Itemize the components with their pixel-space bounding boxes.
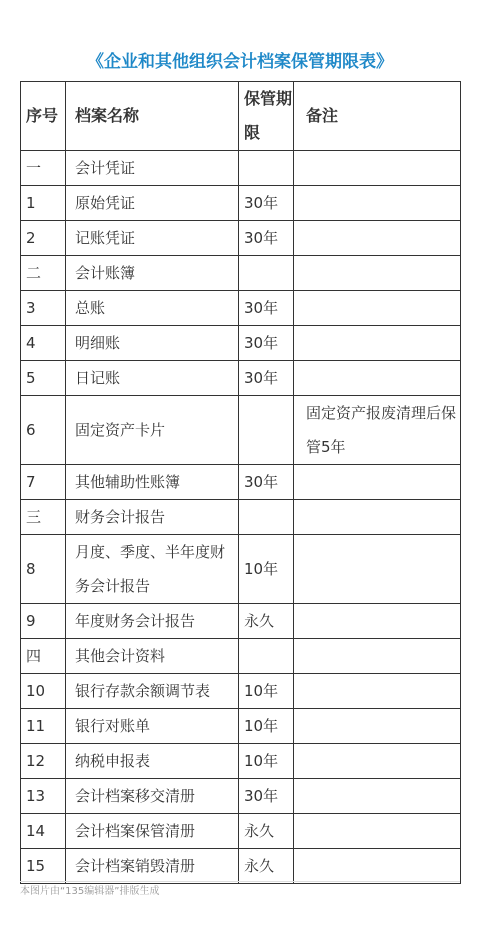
cell-name: 月度、季度、半年度财务会计报告 xyxy=(66,535,239,604)
cell-name: 年度财务会计报告 xyxy=(66,604,239,639)
cell-name: 会计账簿 xyxy=(66,256,239,291)
cell-name: 银行存款余额调节表 xyxy=(66,674,239,709)
retention-table xyxy=(20,81,461,884)
cell-seq: 9 xyxy=(21,604,66,639)
cell-seq: 三 xyxy=(21,500,66,535)
cell-seq: 8 xyxy=(21,535,66,604)
table-row xyxy=(21,604,461,639)
cell-note xyxy=(294,779,461,814)
cell-seq: 2 xyxy=(21,221,66,256)
table-row xyxy=(21,291,461,326)
cell-name: 其他会计资料 xyxy=(66,639,239,674)
cell-note xyxy=(294,604,461,639)
table-row xyxy=(21,221,461,256)
cell-seq: 5 xyxy=(21,361,66,396)
cell-name: 总账 xyxy=(66,291,239,326)
cell-seq: 四 xyxy=(21,639,66,674)
cell-term: 30年 xyxy=(239,361,294,396)
cell-term xyxy=(239,639,294,674)
cell-note xyxy=(294,326,461,361)
page-title: 《企业和其他组织会计档案保管期限表》 xyxy=(87,52,393,72)
cell-name: 日记账 xyxy=(66,361,239,396)
cell-note xyxy=(294,535,461,604)
cell-note xyxy=(294,500,461,535)
cell-term: 10年 xyxy=(239,674,294,709)
header-seq: 序号 xyxy=(21,82,66,151)
cell-note: 固定资产报废清理后保管5年 xyxy=(294,396,461,465)
table-row xyxy=(21,849,461,884)
cell-term: 永久 xyxy=(239,849,294,884)
cell-term: 30年 xyxy=(239,186,294,221)
cell-seq: 15 xyxy=(21,849,66,884)
cell-note xyxy=(294,814,461,849)
cell-name: 固定资产卡片 xyxy=(66,396,239,465)
cell-note xyxy=(294,151,461,186)
table-row xyxy=(21,779,461,814)
table-row xyxy=(21,186,461,221)
cell-note xyxy=(294,674,461,709)
table-row xyxy=(21,674,461,709)
cell-seq: 12 xyxy=(21,744,66,779)
cell-seq: 14 xyxy=(21,814,66,849)
cell-seq: 6 xyxy=(21,396,66,465)
cell-term xyxy=(239,256,294,291)
table-row xyxy=(21,535,461,604)
table-row xyxy=(21,361,461,396)
cell-note xyxy=(294,291,461,326)
table-row xyxy=(21,814,461,849)
cell-note xyxy=(294,361,461,396)
cell-name: 会计档案保管清册 xyxy=(66,814,239,849)
cell-note xyxy=(294,186,461,221)
cell-seq: 一 xyxy=(21,151,66,186)
cell-name: 会计档案销毁清册 xyxy=(66,849,239,884)
table-row xyxy=(21,709,461,744)
cell-term: 10年 xyxy=(239,709,294,744)
cell-name: 银行对账单 xyxy=(66,709,239,744)
cell-term: 30年 xyxy=(239,326,294,361)
cell-term xyxy=(239,151,294,186)
cell-note xyxy=(294,709,461,744)
cell-name: 财务会计报告 xyxy=(66,500,239,535)
header-term: 保管期限 xyxy=(239,82,294,151)
cell-term: 30年 xyxy=(239,221,294,256)
header-note: 备注 xyxy=(294,82,461,151)
cell-seq: 7 xyxy=(21,465,66,500)
footer-divider xyxy=(20,881,460,882)
table-row xyxy=(21,465,461,500)
table-header-row xyxy=(21,82,461,151)
cell-note xyxy=(294,849,461,884)
cell-name: 纳税申报表 xyxy=(66,744,239,779)
cell-term: 永久 xyxy=(239,604,294,639)
cell-seq: 二 xyxy=(21,256,66,291)
footer-credit: 本图片由“135编辑器”排版生成 xyxy=(20,886,160,897)
cell-term: 30年 xyxy=(239,291,294,326)
cell-term: 30年 xyxy=(239,465,294,500)
cell-name: 明细账 xyxy=(66,326,239,361)
table-row xyxy=(21,500,461,535)
cell-name: 会计档案移交清册 xyxy=(66,779,239,814)
cell-seq: 1 xyxy=(21,186,66,221)
cell-seq: 13 xyxy=(21,779,66,814)
table-row xyxy=(21,151,461,186)
table-row xyxy=(21,639,461,674)
table-row xyxy=(21,396,461,465)
cell-seq: 4 xyxy=(21,326,66,361)
cell-term: 10年 xyxy=(239,744,294,779)
cell-name: 其他辅助性账簿 xyxy=(66,465,239,500)
cell-term xyxy=(239,396,294,465)
table-row xyxy=(21,744,461,779)
cell-note xyxy=(294,639,461,674)
cell-term: 永久 xyxy=(239,814,294,849)
header-name: 档案名称 xyxy=(66,82,239,151)
cell-name: 原始凭证 xyxy=(66,186,239,221)
cell-seq: 10 xyxy=(21,674,66,709)
cell-seq: 3 xyxy=(21,291,66,326)
cell-note xyxy=(294,221,461,256)
cell-term: 30年 xyxy=(239,779,294,814)
cell-term xyxy=(239,500,294,535)
cell-seq: 11 xyxy=(21,709,66,744)
cell-note xyxy=(294,744,461,779)
table-row xyxy=(21,256,461,291)
cell-name: 记账凭证 xyxy=(66,221,239,256)
cell-term: 10年 xyxy=(239,535,294,604)
table-row xyxy=(21,326,461,361)
cell-note xyxy=(294,465,461,500)
cell-note xyxy=(294,256,461,291)
cell-name: 会计凭证 xyxy=(66,151,239,186)
